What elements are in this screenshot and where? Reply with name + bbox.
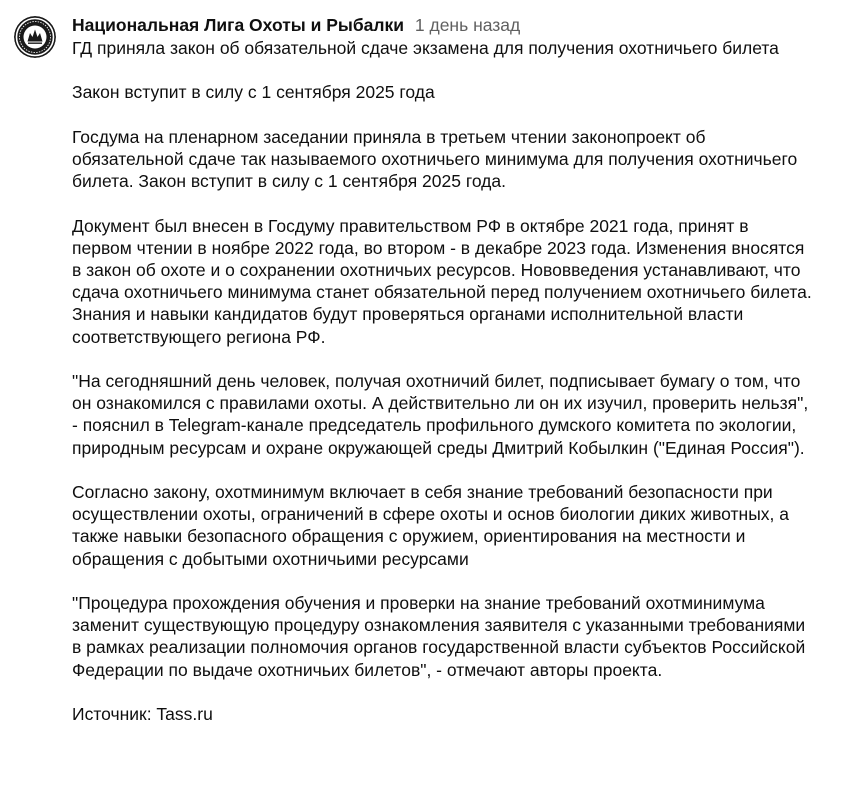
hunting-league-emblem-icon (14, 16, 56, 58)
post-subheadline: Закон вступит в силу с 1 сентября 2025 года (72, 82, 435, 103)
post-paragraph: Госдума на пленарном заседании приняла в третьем чтении законопроект об обязательной сдаче так называемого охотничьего минимума для получения охотничьего билета. Закон вступит в силу с 1 сентября 2025 года. (72, 126, 798, 192)
post-body (72, 37, 812, 747)
post-timestamp-link[interactable]: 1 день назад (414, 15, 521, 35)
post-quote: "Процедура прохождения обучения и проверки на знание требований охотминимума заменит существующую процедуру ознакомления заявителя с указанными требованиями в рамках реализации полномочия органов государственной власти субъектов Российской Федерации по выдаче охотничьих билетов", - отмечают авторы проекта. (72, 592, 806, 680)
channel-name-link[interactable]: Национальная Лига Охоты и Рыбалки (72, 15, 405, 35)
channel-avatar[interactable] (14, 16, 56, 58)
post-paragraph: Согласно закону, охотминимум включает в себя знание требований безопасности при осуществлении охоты, ограничений в сфере охоты и основ биологии диких животных, а также навыки безопасного обращения с оружием, ориентирования на местности и обращения с добытыми охотничьими ресурсами (72, 481, 789, 569)
post-paragraph: Документ был внесен в Госдуму правительством РФ в октябре 2021 года, принят в первом чтении в ноябре 2022 года, во втором - в декабре 2023 года. Изменения вносятся в закон об охоте и о сохранении охотничьих ресурсов. Нововведения устанавливают, что сдача охотничьего минимума станет обязательной перед получением охотничьего билета. Знания и навыки кандидатов будут проверяться органами исполнительной власти соответствующего региона РФ. (72, 215, 812, 347)
post-source: Источник: Tass.ru (72, 703, 213, 724)
post-headline: ГД приняла закон об обязательной сдаче экзамена для получения охотничьего билета (72, 38, 779, 58)
post-quote: "На сегодняшний день человек, получая охотничий билет, подписывает бумагу о том, что он ознакомился с правилами охоты. А действительно ли он их изучил, проверить нельзя", - пояснил в Telegram-канале председатель профильного думского комитета по экологии, природным ресурсам и охране окружающей среды Дмитрий Кобылкин ("Единая Россия"). (72, 370, 809, 458)
post-header (72, 13, 520, 37)
